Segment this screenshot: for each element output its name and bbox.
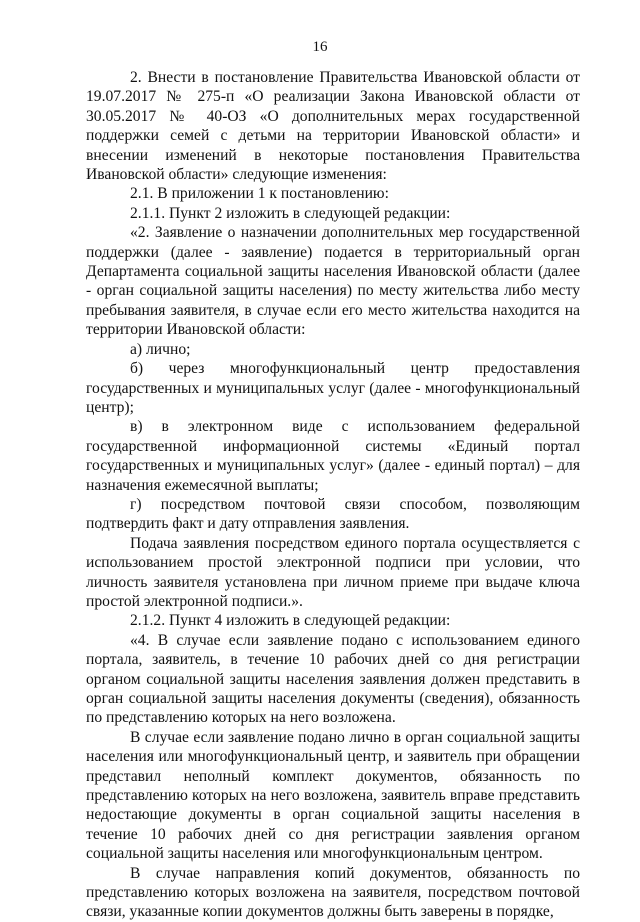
document-body <box>86 68 580 922</box>
list-item-g: г) посредством почтовой связи способом, позволяющим подтвердить факт и дату отправления заявления. <box>86 495 580 533</box>
paragraph-2-1-2: 2.1.2. Пункт 4 изложить в следующей редакции: <box>130 612 451 630</box>
list-item-a: а) лично; <box>130 340 191 358</box>
paragraph-clause-4: «4. В случае если заявление подано с использованием единого портала, заявитель, в течение 10 рабочих дней со дня регистрации органом социальной защиты населения заявления должен представить в орган социальной защиты населения документы (сведения), обязанность по представлению которых на него возложена. <box>86 631 580 727</box>
paragraph-in-person: В случае если заявление подано лично в орган социальной защиты населения или многофункциональный центр, и заявитель при обращении представил неполный комплект документов, обязанность по представлению которых на него возложена, заявитель вправе представить недостающие документы в орган социальной защиты населения в течение 10 рабочих дней со дня регистрации заявления органом социальной защиты населения или многофункциональным центром. <box>86 728 580 863</box>
paragraph-portal-signature: Подача заявления посредством единого портала осуществляется с использованием простой электронной подписи при условии, что личность заявителя установлена при личном приеме при выдаче ключа простой электронной подписи.». <box>86 534 580 610</box>
page-number: 16 <box>312 39 328 55</box>
list-item-b: б) через многофункциональный центр предоставления государственных и муниципальных услуг (далее - многофункциональный центр); <box>86 360 580 416</box>
list-item-v: в) в электронном виде с использованием федеральной государственной информационной системы «Единый портал государственных и муниципальных услуг» (далее - единый портал) – для назначения ежемесячной выплаты; <box>86 418 580 494</box>
paragraph-amendment-intro: 2. Внести в постановление Правительства Ивановской области от 19.07.2017 № 275-п «О реализации Закона Ивановской области от 30.05.2017 № 40-ОЗ «О дополнительных мерах государственной поддержки семей с детьми на территории Ивановской области» и внесении изменений в некоторые постановления Правительства Ивановской области» следующие изменения: <box>86 69 580 184</box>
paragraph-postal-copies: В случае направления копий документов, обязанность по представлению которых возложена на заявителя, посредством почтовой связи, указанные копии документов должны быть заверены в порядке, <box>86 864 580 921</box>
paragraph-2-1: 2.1. В приложении 1 к постановлению: <box>130 185 389 203</box>
paragraph-clause-2: «2. Заявление о назначении дополнительных мер государственной поддержки (далее - заявление) подается в территориальный орган Департамента социальной защиты населения Ивановской области (далее - орган социальной защиты населения) по месту жительства либо месту пребывания заявителя, в случае если его место жительства находится на территории Ивановской области: <box>86 224 580 339</box>
paragraph-2-1-1: 2.1.1. Пункт 2 изложить в следующей редакции: <box>130 204 451 222</box>
